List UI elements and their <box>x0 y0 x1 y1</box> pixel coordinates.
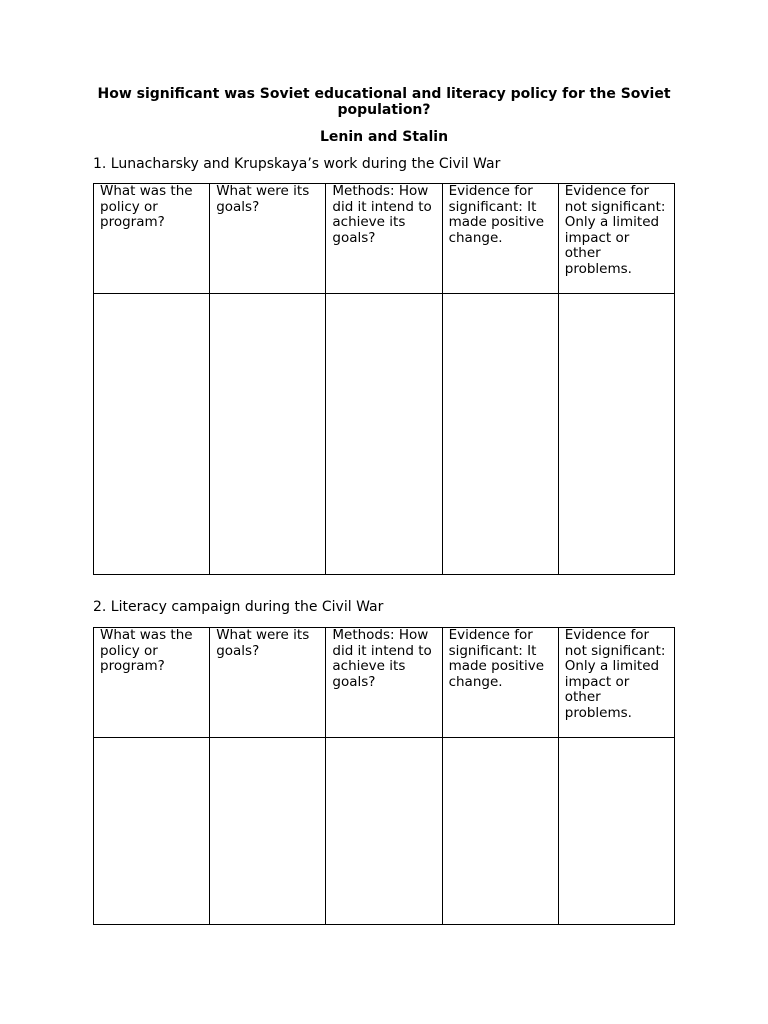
section-2-heading: 2. Literacy campaign during the Civil War <box>93 599 384 615</box>
column-header-methods: Methods: How did it intend to achieve its goals? <box>326 628 442 738</box>
column-header-goals: What were its goals? <box>210 184 326 294</box>
column-header-goals: What were its goals? <box>210 628 326 738</box>
column-header-evidence-not-significant: Evidence for not significant: Only a limited impact or other problems. <box>558 628 674 738</box>
table-row <box>94 738 675 925</box>
answer-cell[interactable] <box>210 738 326 925</box>
answer-cell[interactable] <box>326 294 442 575</box>
section-1-heading: 1. Lunacharsky and Krupskaya’s work during the Civil War <box>93 156 501 172</box>
answer-cell[interactable] <box>442 294 558 575</box>
answer-cell[interactable] <box>94 738 210 925</box>
answer-cell[interactable] <box>326 738 442 925</box>
table-header-row <box>94 628 675 738</box>
answer-cell[interactable] <box>442 738 558 925</box>
column-header-evidence-significant: Evidence for significant: It made positive change. <box>442 628 558 738</box>
section-2-table <box>93 627 675 925</box>
column-header-methods: Methods: How did it intend to achieve its goals? <box>326 184 442 294</box>
document-subtitle: Lenin and Stalin <box>319 129 449 145</box>
section-1-table <box>93 183 675 575</box>
column-header-policy: What was the policy or program? <box>94 184 210 294</box>
column-header-evidence-not-significant: Evidence for not significant: Only a limited impact or other problems. <box>558 184 674 294</box>
column-header-evidence-significant: Evidence for significant: It made positive change. <box>442 184 558 294</box>
document-title: How significant was Soviet educational and literacy policy for the Soviet population? <box>97 86 671 118</box>
answer-cell[interactable] <box>94 294 210 575</box>
answer-cell[interactable] <box>558 738 674 925</box>
answer-cell[interactable] <box>558 294 674 575</box>
table-row <box>94 294 675 575</box>
column-header-policy: What was the policy or program? <box>94 628 210 738</box>
answer-cell[interactable] <box>210 294 326 575</box>
table-header-row <box>94 184 675 294</box>
